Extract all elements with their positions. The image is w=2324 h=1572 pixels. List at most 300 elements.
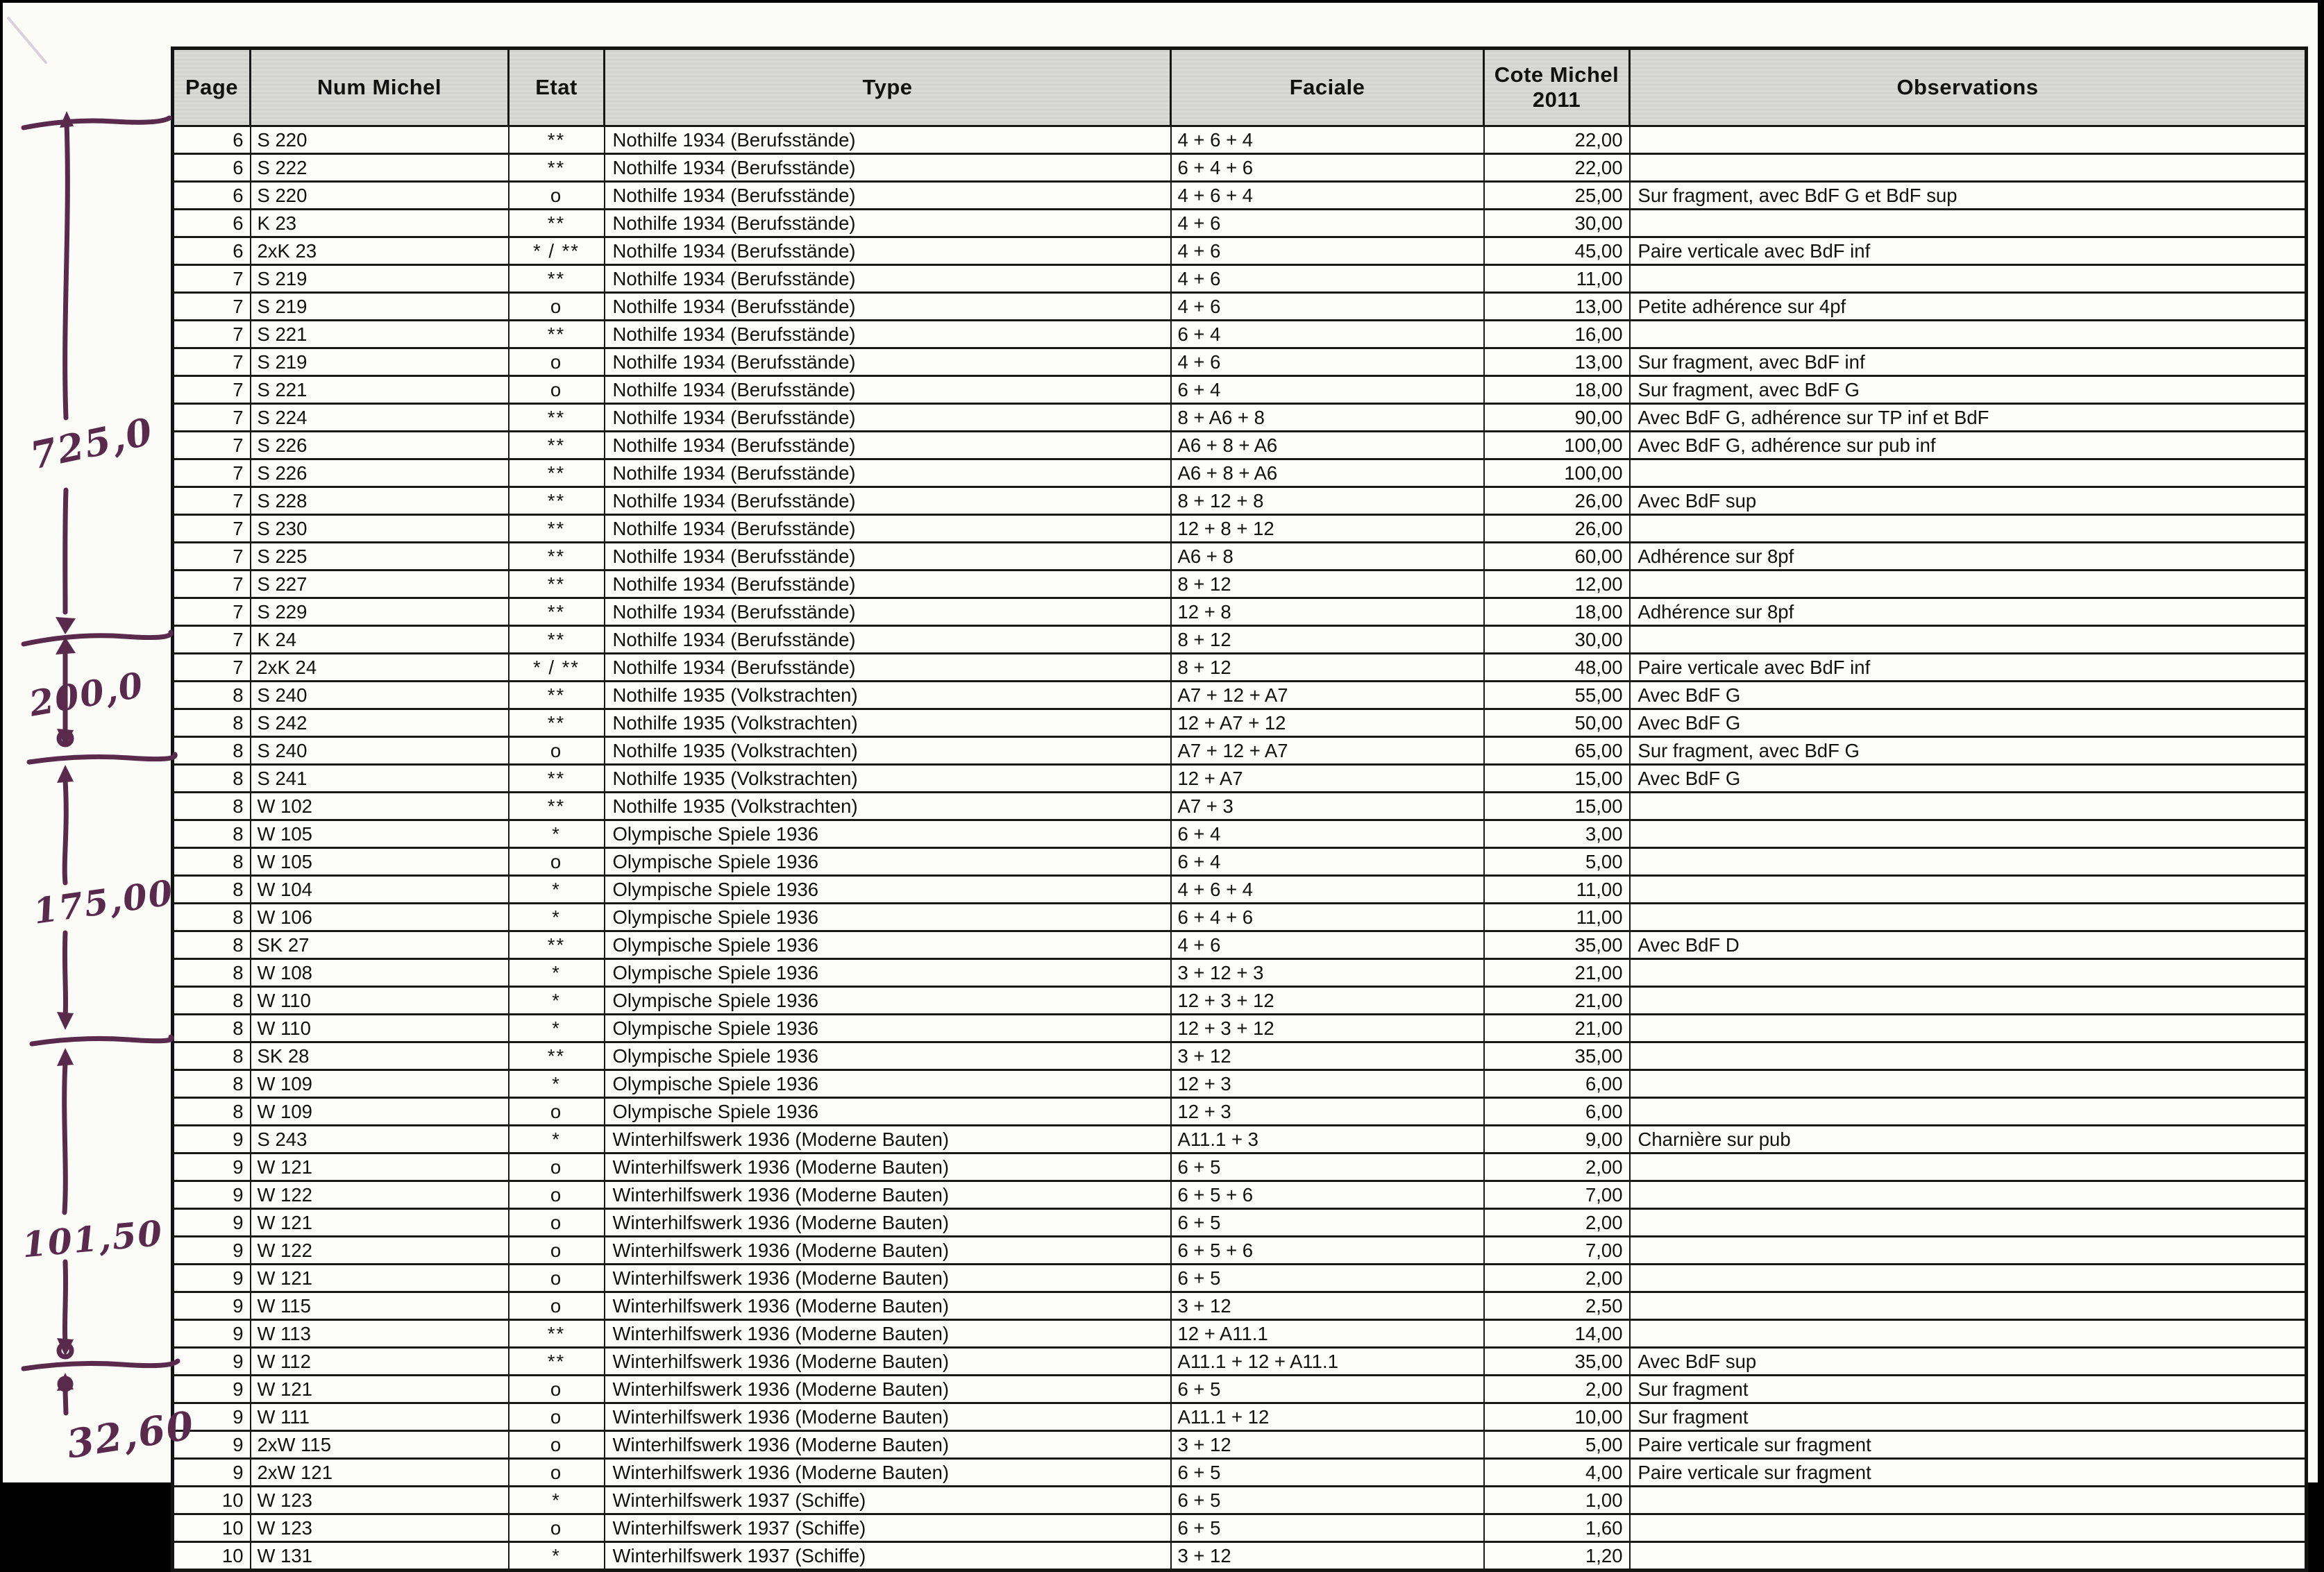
header-faciale: Faciale: [1171, 49, 1484, 126]
cell-num: W 121: [251, 1209, 509, 1237]
cell-type: Winterhilfswerk 1937 (Schiffe): [605, 1514, 1171, 1542]
cell-obs: [1630, 1265, 2307, 1292]
cell-obs: [1630, 321, 2307, 348]
cell-etat: **: [509, 404, 605, 432]
cell-cote: 48,00: [1484, 654, 1630, 682]
cell-page: 6: [173, 182, 251, 210]
arrow-down-icon: [57, 1012, 74, 1030]
cell-type: Olympische Spiele 1936: [605, 931, 1171, 959]
cell-cote: 2,00: [1484, 1153, 1630, 1181]
cell-cote: 5,00: [1484, 848, 1630, 876]
cell-cote: 11,00: [1484, 265, 1630, 293]
table-row: [173, 793, 2307, 820]
corner-scratch-mark: [8, 18, 46, 62]
cell-faciale: A7 + 12 + A7: [1171, 737, 1484, 765]
cell-num: S 226: [251, 459, 509, 487]
cell-faciale: A7 + 12 + A7: [1171, 682, 1484, 709]
cell-obs: Avec BdF D: [1630, 931, 2307, 959]
arrow-up-icon: [57, 1373, 74, 1391]
cell-page: 8: [173, 959, 251, 987]
cell-etat: *: [509, 959, 605, 987]
table-row: [173, 654, 2307, 682]
cell-type: Olympische Spiele 1936: [605, 1098, 1171, 1126]
cell-obs: Sur fragment, avec BdF G: [1630, 376, 2307, 404]
cell-obs: Avec BdF G: [1630, 682, 2307, 709]
arrow-up-icon: [60, 111, 74, 128]
table-row: [173, 1209, 2307, 1237]
cell-obs: [1630, 793, 2307, 820]
cell-type: Nothilfe 1934 (Berufsstände): [605, 626, 1171, 654]
table-row: [173, 1237, 2307, 1265]
cell-type: Nothilfe 1935 (Volkstrachten): [605, 793, 1171, 820]
cell-type: Nothilfe 1934 (Berufsstände): [605, 348, 1171, 376]
cell-faciale: 3 + 12: [1171, 1542, 1484, 1571]
table-row: [173, 598, 2307, 626]
table-row: [173, 682, 2307, 709]
cell-type: Winterhilfswerk 1936 (Moderne Bauten): [605, 1459, 1171, 1487]
cell-cote: 35,00: [1484, 931, 1630, 959]
cell-faciale: 6 + 5: [1171, 1514, 1484, 1542]
cell-faciale: 12 + A7 + 12: [1171, 709, 1484, 737]
table-row: [173, 487, 2307, 515]
table-row: [173, 765, 2307, 793]
cell-etat: o: [509, 1153, 605, 1181]
table-row: [173, 348, 2307, 376]
cell-faciale: 4 + 6 + 4: [1171, 126, 1484, 154]
cell-page: 7: [173, 321, 251, 348]
cell-num: W 111: [251, 1403, 509, 1431]
cell-type: Nothilfe 1934 (Berufsstände): [605, 265, 1171, 293]
table-row: [173, 737, 2307, 765]
cell-num: W 131: [251, 1542, 509, 1571]
cell-etat: **: [509, 571, 605, 598]
table-row: [173, 321, 2307, 348]
cell-obs: [1630, 959, 2307, 987]
cell-obs: [1630, 848, 2307, 876]
cell-page: 8: [173, 1070, 251, 1098]
cell-obs: [1630, 1237, 2307, 1265]
cell-page: 7: [173, 348, 251, 376]
cell-num: W 105: [251, 848, 509, 876]
cell-cote: 2,50: [1484, 1292, 1630, 1320]
cell-num: S 241: [251, 765, 509, 793]
cell-cote: 11,00: [1484, 876, 1630, 904]
cell-etat: **: [509, 321, 605, 348]
cell-faciale: 6 + 4: [1171, 848, 1484, 876]
cell-obs: Paire verticale avec BdF inf: [1630, 654, 2307, 682]
cell-obs: Charnière sur pub: [1630, 1126, 2307, 1153]
table-row: [173, 1042, 2307, 1070]
cell-type: Winterhilfswerk 1936 (Moderne Bauten): [605, 1265, 1171, 1292]
cell-obs: [1630, 1181, 2307, 1209]
cell-num: W 106: [251, 904, 509, 931]
table-row: [173, 404, 2307, 432]
cell-etat: **: [509, 931, 605, 959]
cell-cote: 15,00: [1484, 765, 1630, 793]
cell-faciale: 6 + 5 + 6: [1171, 1181, 1484, 1209]
cell-etat: o: [509, 737, 605, 765]
cell-num: W 121: [251, 1153, 509, 1181]
cell-type: Nothilfe 1934 (Berufsstände): [605, 654, 1171, 682]
cell-type: Olympische Spiele 1936: [605, 1070, 1171, 1098]
cell-type: Winterhilfswerk 1936 (Moderne Bauten): [605, 1237, 1171, 1265]
cell-num: S 222: [251, 154, 509, 182]
cell-num: W 112: [251, 1348, 509, 1376]
table-row: [173, 904, 2307, 931]
cell-obs: Adhérence sur 8pf: [1630, 543, 2307, 571]
table-row: [173, 1126, 2307, 1153]
cell-etat: * / **: [509, 237, 605, 265]
cell-cote: 60,00: [1484, 543, 1630, 571]
cell-etat: **: [509, 1348, 605, 1376]
cell-num: W 102: [251, 793, 509, 820]
cell-type: Nothilfe 1934 (Berufsstände): [605, 571, 1171, 598]
cell-type: Winterhilfswerk 1936 (Moderne Bauten): [605, 1209, 1171, 1237]
cell-etat: o: [509, 1181, 605, 1209]
arrow-up-icon: [57, 765, 74, 783]
table-row: [173, 1431, 2307, 1459]
cell-type: Olympische Spiele 1936: [605, 959, 1171, 987]
cell-etat: **: [509, 1320, 605, 1348]
cell-type: Nothilfe 1934 (Berufsstände): [605, 543, 1171, 571]
cell-num: W 105: [251, 820, 509, 848]
cell-obs: Petite adhérence sur 4pf: [1630, 293, 2307, 321]
cell-page: 7: [173, 487, 251, 515]
table-row: [173, 709, 2307, 737]
cell-num: K 23: [251, 210, 509, 237]
cell-faciale: 3 + 12: [1171, 1292, 1484, 1320]
cell-obs: [1630, 987, 2307, 1015]
cell-etat: o: [509, 1431, 605, 1459]
cell-faciale: A11.1 + 12: [1171, 1403, 1484, 1431]
cell-num: S 230: [251, 515, 509, 543]
cell-page: 7: [173, 543, 251, 571]
cell-page: 10: [173, 1487, 251, 1514]
cell-num: W 108: [251, 959, 509, 987]
cell-etat: o: [509, 1265, 605, 1292]
cell-num: 2xK 24: [251, 654, 509, 682]
cell-cote: 18,00: [1484, 598, 1630, 626]
cell-page: 9: [173, 1209, 251, 1237]
cell-cote: 26,00: [1484, 487, 1630, 515]
header-page: Page: [173, 49, 251, 126]
cell-num: W 115: [251, 1292, 509, 1320]
cell-type: Nothilfe 1934 (Berufsstände): [605, 376, 1171, 404]
cell-faciale: 6 + 5: [1171, 1376, 1484, 1403]
table-row: [173, 1265, 2307, 1292]
cell-page: 9: [173, 1376, 251, 1403]
table-row: [173, 626, 2307, 654]
cell-page: 8: [173, 820, 251, 848]
cell-num: W 104: [251, 876, 509, 904]
cell-faciale: 12 + 3: [1171, 1098, 1484, 1126]
cell-type: Winterhilfswerk 1936 (Moderne Bauten): [605, 1292, 1171, 1320]
cell-faciale: 12 + 3 + 12: [1171, 987, 1484, 1015]
cell-type: Nothilfe 1934 (Berufsstände): [605, 598, 1171, 626]
cell-num: W 113: [251, 1320, 509, 1348]
cell-page: 10: [173, 1514, 251, 1542]
cell-page: 7: [173, 598, 251, 626]
cell-obs: Avec BdF G, adhérence sur pub inf: [1630, 432, 2307, 459]
cell-etat: **: [509, 626, 605, 654]
cell-type: Winterhilfswerk 1936 (Moderne Bauten): [605, 1153, 1171, 1181]
cell-cote: 65,00: [1484, 737, 1630, 765]
cell-type: Nothilfe 1934 (Berufsstände): [605, 515, 1171, 543]
cell-page: 9: [173, 1431, 251, 1459]
cell-cote: 30,00: [1484, 210, 1630, 237]
cell-cote: 1,00: [1484, 1487, 1630, 1514]
cell-etat: o: [509, 293, 605, 321]
cell-type: Nothilfe 1934 (Berufsstände): [605, 126, 1171, 154]
sum-label-101: 101,50: [21, 1212, 165, 1265]
cell-faciale: A6 + 8 + A6: [1171, 459, 1484, 487]
cell-obs: Avec BdF G, adhérence sur TP inf et BdF: [1630, 404, 2307, 432]
cell-page: 7: [173, 265, 251, 293]
cell-faciale: 6 + 4: [1171, 321, 1484, 348]
cell-etat: o: [509, 1376, 605, 1403]
cell-page: 8: [173, 793, 251, 820]
cell-page: 7: [173, 626, 251, 654]
cell-num: S 220: [251, 126, 509, 154]
cell-page: 9: [173, 1126, 251, 1153]
cell-faciale: 8 + A6 + 8: [1171, 404, 1484, 432]
cell-page: 8: [173, 737, 251, 765]
cell-cote: 21,00: [1484, 959, 1630, 987]
cell-obs: [1630, 210, 2307, 237]
cell-page: 9: [173, 1348, 251, 1376]
cell-etat: o: [509, 1098, 605, 1126]
cell-faciale: 6 + 4 + 6: [1171, 154, 1484, 182]
cell-page: 7: [173, 404, 251, 432]
header-etat: Etat: [509, 49, 605, 126]
cell-etat: o: [509, 1403, 605, 1431]
cell-page: 9: [173, 1292, 251, 1320]
table-row: [173, 1153, 2307, 1181]
cell-num: S 242: [251, 709, 509, 737]
header-cote-michel: Cote Michel 2011: [1484, 49, 1630, 126]
cell-cote: 7,00: [1484, 1237, 1630, 1265]
cell-cote: 16,00: [1484, 321, 1630, 348]
cell-faciale: A11.1 + 12 + A11.1: [1171, 1348, 1484, 1376]
cell-faciale: 4 + 6 + 4: [1171, 876, 1484, 904]
cell-obs: [1630, 1042, 2307, 1070]
cell-type: Olympische Spiele 1936: [605, 820, 1171, 848]
cell-page: 7: [173, 432, 251, 459]
cell-page: 8: [173, 987, 251, 1015]
cell-type: Nothilfe 1935 (Volkstrachten): [605, 765, 1171, 793]
cell-page: 8: [173, 1042, 251, 1070]
cell-num: W 123: [251, 1487, 509, 1514]
cell-num: S 219: [251, 348, 509, 376]
cell-etat: **: [509, 709, 605, 737]
arrow-up-icon: [56, 637, 76, 654]
table-row: [173, 1070, 2307, 1098]
cell-etat: **: [509, 765, 605, 793]
cell-cote: 90,00: [1484, 404, 1630, 432]
cell-cote: 2,00: [1484, 1209, 1630, 1237]
cell-page: 9: [173, 1265, 251, 1292]
cell-num: 2xW 115: [251, 1431, 509, 1459]
cell-obs: [1630, 820, 2307, 848]
cell-cote: 3,00: [1484, 820, 1630, 848]
cell-faciale: A6 + 8: [1171, 543, 1484, 571]
sum-label-32: 32,60: [64, 1402, 198, 1467]
cell-type: Olympische Spiele 1936: [605, 904, 1171, 931]
cell-etat: *: [509, 904, 605, 931]
cell-etat: o: [509, 848, 605, 876]
cell-etat: o: [509, 376, 605, 404]
table-row: [173, 237, 2307, 265]
cell-faciale: 4 + 6: [1171, 265, 1484, 293]
cell-obs: [1630, 1015, 2307, 1042]
cell-obs: Sur fragment: [1630, 1403, 2307, 1431]
cell-cote: 2,00: [1484, 1265, 1630, 1292]
cell-type: Winterhilfswerk 1936 (Moderne Bauten): [605, 1431, 1171, 1459]
cell-type: Nothilfe 1934 (Berufsstände): [605, 154, 1171, 182]
cell-faciale: 12 + 3: [1171, 1070, 1484, 1098]
cell-etat: **: [509, 459, 605, 487]
cell-page: 7: [173, 293, 251, 321]
cell-num: 2xW 121: [251, 1459, 509, 1487]
cell-num: S 221: [251, 321, 509, 348]
cell-etat: o: [509, 182, 605, 210]
cell-obs: [1630, 876, 2307, 904]
cell-obs: [1630, 626, 2307, 654]
cell-etat: *: [509, 876, 605, 904]
table-row: [173, 515, 2307, 543]
cell-obs: [1630, 1320, 2307, 1348]
cell-page: 8: [173, 848, 251, 876]
cell-type: Nothilfe 1934 (Berufsstände): [605, 237, 1171, 265]
cell-page: 9: [173, 1403, 251, 1431]
table-row: [173, 1098, 2307, 1126]
cell-faciale: 8 + 12: [1171, 571, 1484, 598]
cell-num: W 122: [251, 1181, 509, 1209]
table-row: [173, 543, 2307, 571]
cell-obs: [1630, 1487, 2307, 1514]
cell-type: Olympische Spiele 1936: [605, 987, 1171, 1015]
cell-num: W 109: [251, 1098, 509, 1126]
cell-type: Olympische Spiele 1936: [605, 876, 1171, 904]
cell-obs: [1630, 265, 2307, 293]
cell-obs: Paire verticale sur fragment: [1630, 1431, 2307, 1459]
scanned-page: [3, 3, 2318, 1482]
cell-cote: 100,00: [1484, 432, 1630, 459]
cell-num: S 221: [251, 376, 509, 404]
table-row: [173, 432, 2307, 459]
table-row: [173, 848, 2307, 876]
cell-cote: 21,00: [1484, 987, 1630, 1015]
cell-cote: 1,60: [1484, 1514, 1630, 1542]
cell-type: Winterhilfswerk 1936 (Moderne Bauten): [605, 1376, 1171, 1403]
cell-faciale: 8 + 12 + 8: [1171, 487, 1484, 515]
cell-cote: 2,00: [1484, 1376, 1630, 1403]
cell-cote: 26,00: [1484, 515, 1630, 543]
cell-etat: *: [509, 1487, 605, 1514]
table-row: [173, 459, 2307, 487]
cell-etat: *: [509, 1542, 605, 1571]
cell-etat: **: [509, 598, 605, 626]
cell-etat: o: [509, 1209, 605, 1237]
cell-type: Nothilfe 1935 (Volkstrachten): [605, 709, 1171, 737]
cell-faciale: 6 + 4 + 6: [1171, 904, 1484, 931]
cell-obs: Sur fragment: [1630, 1376, 2307, 1403]
cell-etat: **: [509, 793, 605, 820]
cell-faciale: 12 + A7: [1171, 765, 1484, 793]
cell-faciale: 8 + 12: [1171, 654, 1484, 682]
cell-page: 8: [173, 931, 251, 959]
cell-cote: 45,00: [1484, 237, 1630, 265]
cell-faciale: 3 + 12: [1171, 1431, 1484, 1459]
cell-faciale: A6 + 8 + A6: [1171, 432, 1484, 459]
cell-cote: 22,00: [1484, 154, 1630, 182]
table-row: [173, 931, 2307, 959]
table-row: [173, 1348, 2307, 1376]
cell-num: S 224: [251, 404, 509, 432]
cell-page: 7: [173, 459, 251, 487]
cell-cote: 10,00: [1484, 1403, 1630, 1431]
cell-cote: 25,00: [1484, 182, 1630, 210]
cell-num: S 243: [251, 1126, 509, 1153]
cell-faciale: 3 + 12: [1171, 1042, 1484, 1070]
cell-obs: [1630, 904, 2307, 931]
cell-etat: **: [509, 515, 605, 543]
cell-faciale: 6 + 5 + 6: [1171, 1237, 1484, 1265]
cell-obs: Avec BdF G: [1630, 765, 2307, 793]
table-row: [173, 126, 2307, 154]
cell-etat: *: [509, 1126, 605, 1153]
cell-obs: [1630, 1209, 2307, 1237]
cell-page: 7: [173, 515, 251, 543]
cell-num: S 240: [251, 737, 509, 765]
cell-page: 9: [173, 1153, 251, 1181]
cell-cote: 13,00: [1484, 348, 1630, 376]
arrow-down-icon: [57, 1338, 74, 1356]
cell-faciale: 6 + 5: [1171, 1265, 1484, 1292]
table-row: [173, 1403, 2307, 1431]
cell-type: Winterhilfswerk 1937 (Schiffe): [605, 1487, 1171, 1514]
header-num-michel: Num Michel: [251, 49, 509, 126]
cell-faciale: 12 + A11.1: [1171, 1320, 1484, 1348]
cell-num: W 109: [251, 1070, 509, 1098]
table-row: [173, 293, 2307, 321]
cell-page: 6: [173, 154, 251, 182]
table-row: [173, 1376, 2307, 1403]
cell-etat: *: [509, 987, 605, 1015]
cell-page: 6: [173, 210, 251, 237]
cell-num: S 225: [251, 543, 509, 571]
cell-type: Nothilfe 1935 (Volkstrachten): [605, 737, 1171, 765]
cell-faciale: 12 + 8 + 12: [1171, 515, 1484, 543]
cell-num: S 219: [251, 265, 509, 293]
header-observations: Observations: [1630, 49, 2307, 126]
table-row: [173, 1292, 2307, 1320]
cell-obs: [1630, 1542, 2307, 1571]
cell-obs: Avec BdF sup: [1630, 1348, 2307, 1376]
cell-faciale: 6 + 5: [1171, 1209, 1484, 1237]
bracket-lines: [8, 18, 178, 1413]
cell-page: 8: [173, 682, 251, 709]
cell-faciale: A7 + 3: [1171, 793, 1484, 820]
cell-obs: Adhérence sur 8pf: [1630, 598, 2307, 626]
cell-etat: **: [509, 432, 605, 459]
cell-type: Winterhilfswerk 1936 (Moderne Bauten): [605, 1320, 1171, 1348]
cell-type: Nothilfe 1934 (Berufsstände): [605, 182, 1171, 210]
cell-obs: [1630, 459, 2307, 487]
cell-etat: **: [509, 487, 605, 515]
cell-num: S 219: [251, 293, 509, 321]
cell-obs: [1630, 1070, 2307, 1098]
